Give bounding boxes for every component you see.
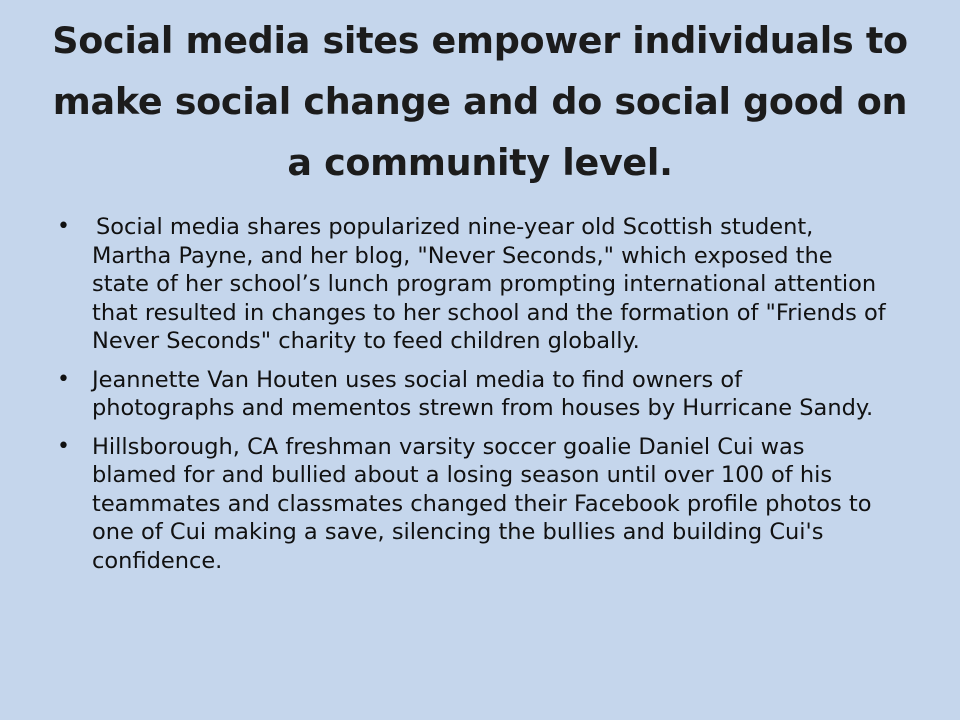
bullet-icon: • [57,433,70,459]
bullet-icon: • [57,214,70,239]
bullet-item [48,213,912,356]
bullet-list [48,213,912,575]
slide-title: Social media sites empower individuals to make social change and do social good on a community level. [52,19,908,184]
bullet-text: Hillsborough, CA freshman varsity soccer goalie Daniel Cui was blamed for and bullied about a losing season until over 100 of his teammates and classmates changed their Facebook profile photos to one of Cui making a save, silencing the bullies and building Cui's confidence. [92,433,872,574]
bullet-icon: • [57,366,70,392]
bullet-text: Social media shares popularized nine-year old Scottish student, Martha Payne, and her blog, "Never Seconds," which exposed the state of her school’s lunch program prompting international attention that resulted in changes to her school and the formation of "Friends of Never Seconds" charity to feed children globally. [92,214,886,354]
bullet-item [48,366,912,423]
bullet-text: Jeannette Van Houten uses social media to find owners of photographs and mementos strewn from houses by Hurricane Sandy. [92,366,874,421]
bullet-item [48,433,912,576]
